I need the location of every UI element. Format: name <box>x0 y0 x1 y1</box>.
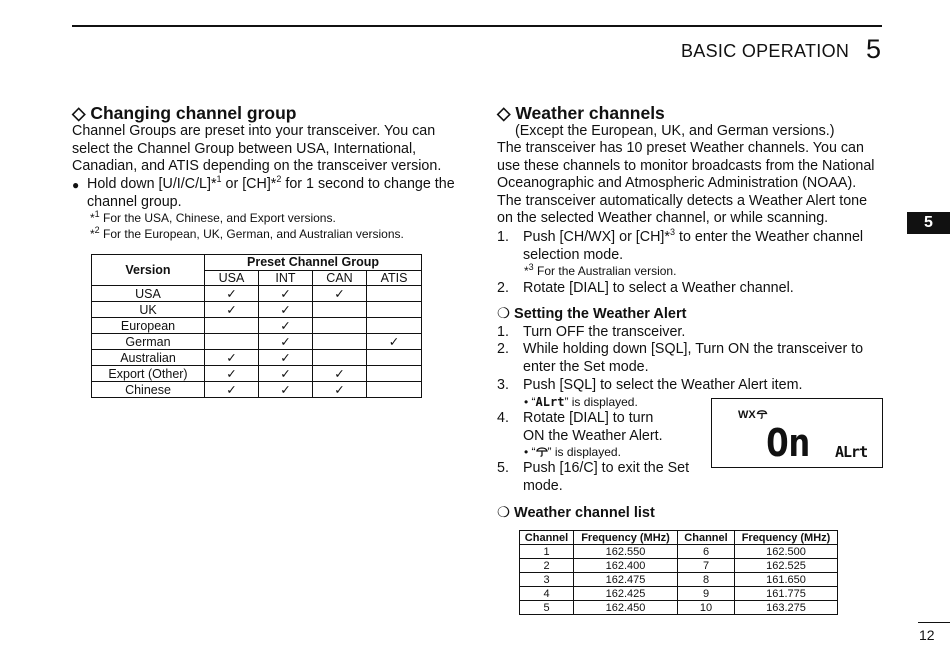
table-row: Chinese ✓ ✓ ✓ <box>92 382 422 398</box>
weather-alert-icon <box>756 409 768 419</box>
header-title: BASIC OPERATION <box>681 41 850 61</box>
alert-step-1: 1. Turn OFF the transceiver. <box>497 324 686 340</box>
table-col-atis: ATIS <box>367 270 422 286</box>
table-row: European ✓ <box>92 318 422 334</box>
table-row: 5 162.450 10 163.275 <box>520 601 838 615</box>
table-col-usa: USA <box>205 270 259 286</box>
header-rule <box>72 25 882 27</box>
channel-group-bullet: ● Hold down [U/I/C/L]*$^1$ or [CH]*$^2$ for 1 second to change the channel group. <box>72 174 455 210</box>
table-header-frequency: Frequency (MHz) <box>735 531 838 545</box>
lcd-main-text: On <box>766 421 810 465</box>
alert-note-2: • “ ” is displayed. <box>524 445 621 459</box>
table-row: Export (Other) ✓ ✓ ✓ <box>92 366 422 382</box>
table-row: 1 162.550 6 162.500 <box>520 545 838 559</box>
footnote-3: *$^3$ For the Australian version. <box>524 262 677 278</box>
table-header-channel: Channel <box>678 531 735 545</box>
subheading-weather-list: ❍ Weather channel list <box>497 505 655 521</box>
table-header-frequency: Frequency (MHz) <box>574 531 678 545</box>
lcd-sub-text: ALrt <box>835 443 868 461</box>
footnote-1: *$^1$ For the USA, Chinese, and Export versions. <box>90 209 336 225</box>
table-row: 4 162.425 9 161.775 <box>520 587 838 601</box>
table-col-can: CAN <box>313 270 367 286</box>
table-col-int: INT <box>259 270 313 286</box>
table-header-group: Preset Channel Group <box>205 255 422 271</box>
weather-intro: The transceiver has 10 preset Weather channels. You can use these channels to monitor broadcasts from the National Oceanographic and Atmospheric Administration (NOAA). The transceiver automatically detects a Weather Alert tone on the selected Weather channel, or while scanning. <box>497 140 875 227</box>
alert-step-5: 5. Push [16/C] to exit the Set mode. <box>497 460 690 494</box>
table-row: 3 162.475 8 161.650 <box>520 573 838 587</box>
table-row: Australian ✓ ✓ <box>92 350 422 366</box>
table-header-version: Version <box>92 255 205 286</box>
diamond-icon: ◇ <box>72 103 86 123</box>
footer-rule <box>918 622 950 623</box>
circle-icon: ❍ <box>497 505 510 521</box>
alert-note-1: • “ALrt” is displayed. <box>524 395 638 409</box>
lcd-wx-indicator: WX <box>738 409 768 421</box>
weather-channel-table <box>519 530 838 615</box>
table-header-channel: Channel <box>520 531 574 545</box>
channel-group-table <box>91 254 422 398</box>
bullet-dot-icon: ● <box>72 178 80 192</box>
page-number: 12 <box>919 627 935 643</box>
weather-step-1: 1. Push [CH/WX] or [CH]*$^3$ to enter the Weather channel selection mode. <box>497 227 864 263</box>
alert-step-3: 3. Push [SQL] to select the Weather Alert item. <box>497 377 803 393</box>
table-row: 2 162.400 7 162.525 <box>520 559 838 573</box>
footnote-2: *$^2$ For the European, UK, German, and Australian versions. <box>90 225 404 241</box>
alrt-glyph: ALrt <box>535 395 565 409</box>
table-row: UK ✓ ✓ <box>92 302 422 318</box>
table-row: German ✓ ✓ <box>92 334 422 350</box>
table-row: USA ✓ ✓ ✓ <box>92 286 422 302</box>
alert-step-2: 2. While holding down [SQL], Turn ON the transceiver to enter the Set mode. <box>497 341 864 375</box>
lcd-display <box>711 398 883 468</box>
chapter-number: 5 <box>866 34 882 64</box>
section-heading-channel-group: ◇ Changing channel group <box>72 103 297 123</box>
weather-alert-icon <box>536 446 548 457</box>
weather-step-2: 2. Rotate [DIAL] to select a Weather channel. <box>497 280 794 296</box>
subheading-weather-alert: ❍ Setting the Weather Alert <box>497 306 687 322</box>
chapter-tab: 5 <box>907 212 950 234</box>
diamond-icon: ◇ <box>497 103 511 123</box>
circle-icon: ❍ <box>497 306 510 322</box>
section-heading-weather: ◇ Weather channels <box>497 103 665 123</box>
alert-step-4: 4. Rotate [DIAL] to turn ON the Weather Alert. <box>497 410 663 444</box>
channel-group-intro: Channel Groups are preset into your transceiver. You can select the Channel Group between USA, International, Canadian, and ATIS depending on the transceiver version. <box>72 123 442 175</box>
weather-except-note: (Except the European, UK, and German versions.) <box>515 123 835 139</box>
